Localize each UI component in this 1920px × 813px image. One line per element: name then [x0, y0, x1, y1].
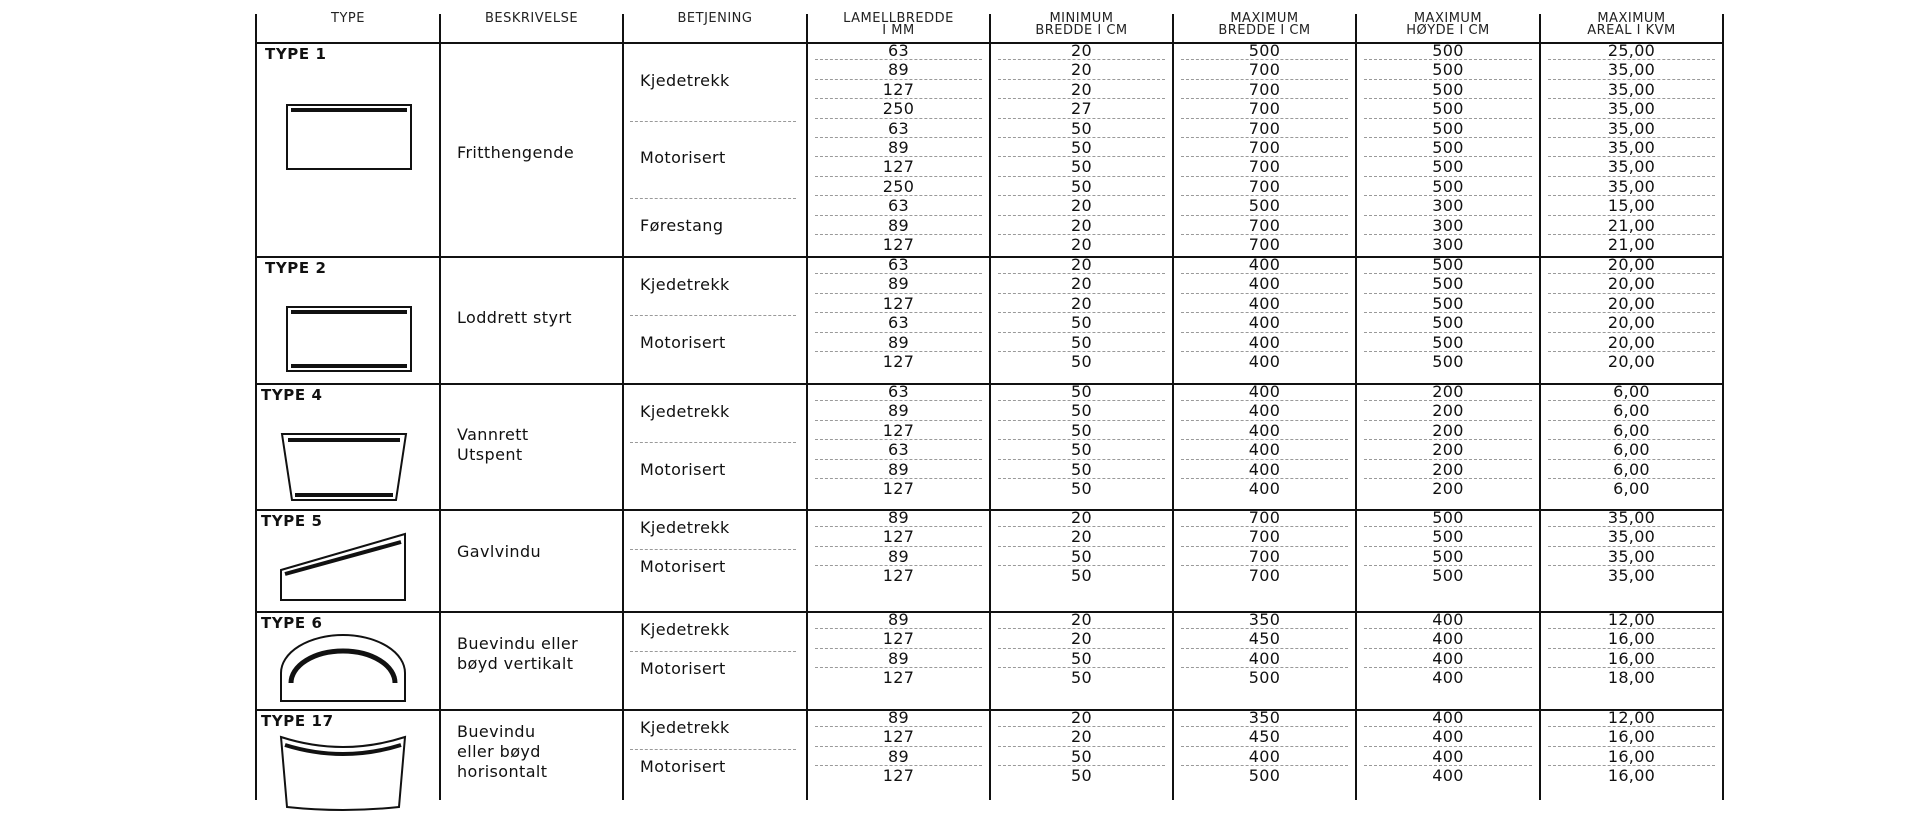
- table-cell: 127: [882, 527, 915, 547]
- table-cell: 20: [1071, 293, 1092, 313]
- table-cell: 500: [1432, 527, 1464, 547]
- table-cell: 12,00: [1607, 610, 1656, 629]
- table-cell: 20,00: [1607, 332, 1656, 352]
- table-cell: 127: [882, 293, 915, 313]
- operation-label: Motorisert: [640, 148, 726, 168]
- table-cell: 700: [1248, 99, 1281, 119]
- table-cell: 200: [1432, 420, 1464, 440]
- operation-label: Kjedetrekk: [640, 518, 730, 538]
- operation-label: Motorisert: [640, 460, 726, 480]
- table-cell: 20: [1071, 235, 1092, 254]
- table-cell: 200: [1432, 401, 1464, 421]
- table-cell: 200: [1432, 440, 1464, 460]
- table-cell: 250: [882, 99, 915, 119]
- table-cell: 16,00: [1607, 727, 1656, 747]
- column-header-line: MAXIMUM: [1597, 11, 1666, 26]
- table-cell: 500: [1432, 99, 1464, 119]
- table-cell: 63: [888, 255, 909, 274]
- table-cell: 400: [1248, 382, 1281, 401]
- table-cell: 35,00: [1607, 546, 1656, 566]
- table-cell: 500: [1248, 668, 1281, 688]
- table-cell: 400: [1248, 648, 1281, 668]
- table-cell: 16,00: [1607, 629, 1656, 649]
- table-cell: 20: [1071, 215, 1092, 235]
- type-name: TYPE 6: [261, 614, 323, 632]
- table-cell: 700: [1248, 235, 1281, 254]
- operation-separator: [630, 315, 796, 316]
- table-cell: 700: [1248, 508, 1281, 527]
- table-cell: 350: [1248, 610, 1281, 629]
- table-cell: 400: [1248, 274, 1281, 294]
- table-cell: 127: [882, 629, 915, 649]
- column-header-line: HØYDE I CM: [1406, 23, 1490, 38]
- table-cell: 500: [1432, 157, 1464, 177]
- table-cell: 300: [1432, 196, 1464, 216]
- description-line: Buevindu eller: [457, 633, 579, 653]
- table-cell: 500: [1432, 332, 1464, 352]
- table-cell: 20: [1071, 629, 1092, 649]
- table-cell: 250: [882, 176, 915, 196]
- table-cell: 35,00: [1607, 60, 1656, 80]
- description-line: Gavlvindu: [457, 541, 542, 561]
- table-cell: 400: [1248, 293, 1281, 313]
- table-cell: 50: [1071, 746, 1092, 766]
- table-cell: 127: [882, 668, 915, 688]
- table-cell: 16,00: [1607, 766, 1656, 786]
- table-cell: 400: [1432, 668, 1464, 688]
- rectangle-frame-icon: [285, 103, 413, 171]
- table-cell: 89: [888, 610, 909, 629]
- column-header-line: BETJENING: [677, 11, 753, 26]
- table-cell: 20: [1071, 727, 1092, 747]
- table-cell: 500: [1432, 274, 1464, 294]
- table-cell: 20,00: [1607, 255, 1656, 274]
- type-description: [457, 722, 547, 782]
- table-cell: 20,00: [1607, 313, 1656, 333]
- table-cell: 500: [1432, 293, 1464, 313]
- table-cell: 500: [1432, 352, 1464, 371]
- table-cell: 400: [1248, 746, 1281, 766]
- table-cell: 500: [1432, 176, 1464, 196]
- table-cell: 127: [882, 352, 915, 371]
- type-description: [457, 425, 529, 465]
- table-cell: 400: [1432, 629, 1464, 649]
- table-cell: 20,00: [1607, 352, 1656, 371]
- table-cell: 89: [888, 274, 909, 294]
- table-cell: 63: [888, 313, 909, 333]
- table-cell: 20: [1071, 708, 1092, 727]
- table-cell: 400: [1432, 766, 1464, 786]
- table-cell: 50: [1071, 766, 1092, 786]
- column-header-line: MAXIMUM: [1413, 11, 1483, 26]
- operation-label: Kjedetrekk: [640, 275, 730, 295]
- table-cell: 400: [1248, 479, 1281, 498]
- type-name: TYPE 5: [261, 512, 323, 530]
- table-cell: 89: [888, 138, 909, 157]
- operation-separator: [630, 651, 796, 652]
- operation-separator: [630, 121, 796, 122]
- gable-window-icon: [279, 532, 407, 602]
- table-cell: 700: [1248, 60, 1281, 80]
- table-cell: 500: [1432, 508, 1464, 527]
- table-cell: 50: [1071, 546, 1092, 566]
- table-cell: 20,00: [1607, 274, 1656, 294]
- arched-window-icon: [279, 633, 407, 703]
- column-header-line: BREDDE I CM: [1035, 23, 1128, 38]
- table-cell: 300: [1432, 215, 1464, 235]
- curved-horizontal-icon: [279, 733, 407, 813]
- table-cell: 700: [1248, 215, 1281, 235]
- type-description: [457, 542, 541, 562]
- table-cell: 50: [1071, 479, 1092, 498]
- table-cell: 400: [1248, 332, 1281, 352]
- table-cell: 500: [1432, 313, 1464, 333]
- operation-label: Motorisert: [640, 757, 726, 777]
- type-description: [457, 308, 572, 328]
- table-cell: 400: [1248, 459, 1281, 479]
- table-cell: 35,00: [1607, 79, 1656, 99]
- table-cell: 500: [1432, 118, 1464, 138]
- table-cell: 35,00: [1607, 157, 1656, 177]
- column-header-line: MAXIMUM: [1230, 11, 1299, 26]
- table-cell: 400: [1248, 255, 1281, 274]
- table-cell: 500: [1432, 60, 1464, 80]
- table-cell: 89: [888, 459, 909, 479]
- table-cell: 500: [1432, 41, 1464, 60]
- table-cell: 6,00: [1613, 459, 1650, 479]
- operation-separator: [630, 198, 796, 199]
- description-line: Loddrett styrt: [457, 308, 572, 328]
- operation-label: Kjedetrekk: [640, 718, 730, 738]
- table-cell: 20: [1071, 527, 1092, 547]
- column-header-line: BREDDE I CM: [1218, 23, 1311, 38]
- table-cell: 700: [1248, 176, 1281, 196]
- table-cell: 89: [888, 215, 909, 235]
- table-cell: 700: [1248, 118, 1281, 138]
- operation-label: Motorisert: [640, 659, 726, 679]
- column-header: [440, 13, 623, 25]
- trapezoid-frame-icon: [280, 432, 408, 502]
- table-cell: 27: [1071, 99, 1092, 119]
- table-cell: 500: [1432, 566, 1464, 586]
- table-cell: 50: [1071, 382, 1092, 401]
- table-cell: 200: [1432, 459, 1464, 479]
- table-cell: 50: [1071, 352, 1092, 371]
- column-divider: [255, 14, 257, 800]
- table-cell: 400: [1432, 708, 1464, 727]
- rectangle-guided-icon: [285, 305, 413, 373]
- table-cell: 21,00: [1607, 215, 1656, 235]
- table-cell: 500: [1432, 138, 1464, 157]
- table-cell: 700: [1248, 546, 1281, 566]
- column-header-line: AREAL I KVM: [1587, 23, 1676, 38]
- table-cell: 400: [1432, 727, 1464, 747]
- table-cell: 127: [882, 420, 915, 440]
- table-cell: 400: [1432, 648, 1464, 668]
- table-cell: 21,00: [1607, 235, 1656, 254]
- table-cell: 700: [1248, 157, 1281, 177]
- table-cell: 700: [1248, 138, 1281, 157]
- table-cell: 127: [882, 79, 915, 99]
- operation-label: Kjedetrekk: [640, 70, 730, 90]
- table-cell: 50: [1071, 313, 1092, 333]
- column-header: [1540, 13, 1723, 37]
- table-cell: 127: [882, 566, 915, 586]
- column-header-line: TYPE: [331, 11, 365, 26]
- table-cell: 50: [1071, 566, 1092, 586]
- table-cell: 35,00: [1607, 138, 1656, 157]
- table-cell: 400: [1432, 610, 1464, 629]
- column-header: [623, 13, 807, 25]
- column-header-line: LAMELLBREDDE: [843, 11, 954, 26]
- table-cell: 63: [888, 382, 909, 401]
- table-cell: 89: [888, 708, 909, 727]
- table-cell: 300: [1432, 235, 1464, 254]
- description-line: Buevindu: [457, 721, 536, 741]
- description-line: horisontalt: [457, 761, 548, 781]
- table-cell: 6,00: [1613, 401, 1650, 421]
- table-cell: 20,00: [1607, 293, 1656, 313]
- table-cell: 127: [882, 766, 915, 786]
- table-cell: 16,00: [1607, 746, 1656, 766]
- table-cell: 20: [1071, 79, 1092, 99]
- description-line: bøyd vertikalt: [457, 653, 574, 673]
- table-cell: 700: [1248, 566, 1281, 586]
- table-cell: 50: [1071, 648, 1092, 668]
- table-cell: 35,00: [1607, 527, 1656, 547]
- column-divider: [439, 14, 441, 800]
- table-cell: 400: [1248, 440, 1281, 460]
- table-cell: 35,00: [1607, 566, 1656, 586]
- table-cell: 63: [888, 196, 909, 216]
- table-cell: 20: [1071, 196, 1092, 216]
- table-cell: 500: [1432, 79, 1464, 99]
- column-header: [990, 13, 1173, 37]
- table-cell: 20: [1071, 41, 1092, 60]
- table-cell: 35,00: [1607, 176, 1656, 196]
- table-cell: 50: [1071, 401, 1092, 421]
- operation-label: Motorisert: [640, 333, 726, 353]
- operation-separator: [630, 549, 796, 550]
- table-cell: 700: [1248, 79, 1281, 99]
- description-line: Fritthengende: [457, 142, 575, 162]
- table-cell: 400: [1248, 420, 1281, 440]
- table-cell: 20: [1071, 255, 1092, 274]
- table-cell: 127: [882, 157, 915, 177]
- table-cell: 127: [882, 479, 915, 498]
- table-cell: 63: [888, 41, 909, 60]
- table-cell: 89: [888, 508, 909, 527]
- table-cell: 50: [1071, 440, 1092, 460]
- table-cell: 89: [888, 332, 909, 352]
- operation-label: Førestang: [640, 216, 724, 236]
- table-cell: 35,00: [1607, 99, 1656, 119]
- column-header-line: MINIMUM: [1049, 11, 1114, 26]
- table-cell: 400: [1248, 313, 1281, 333]
- operation-label: Kjedetrekk: [640, 402, 730, 422]
- column-divider: [622, 14, 624, 800]
- table-cell: 50: [1071, 420, 1092, 440]
- table-cell: 6,00: [1613, 440, 1650, 460]
- table-cell: 50: [1071, 118, 1092, 138]
- table-cell: 63: [888, 440, 909, 460]
- table-cell: 89: [888, 746, 909, 766]
- type-name: TYPE 17: [261, 712, 334, 730]
- type-name: TYPE 1: [265, 45, 327, 63]
- table-cell: 450: [1248, 629, 1281, 649]
- table-cell: 50: [1071, 668, 1092, 688]
- column-header: [807, 13, 990, 37]
- table-cell: 20: [1071, 60, 1092, 80]
- operation-separator: [630, 442, 796, 443]
- table-cell: 6,00: [1613, 479, 1650, 498]
- description-line: eller bøyd: [457, 741, 541, 761]
- table-cell: 35,00: [1607, 118, 1656, 138]
- table-cell: 16,00: [1607, 648, 1656, 668]
- table-cell: 12,00: [1607, 708, 1656, 727]
- table-cell: 50: [1071, 176, 1092, 196]
- operation-separator: [630, 749, 796, 750]
- table-cell: 50: [1071, 157, 1092, 177]
- table-cell: 500: [1248, 196, 1281, 216]
- table-cell: 400: [1432, 746, 1464, 766]
- table-cell: 89: [888, 60, 909, 80]
- column-header-line: BESKRIVELSE: [484, 11, 579, 26]
- table-cell: 450: [1248, 727, 1281, 747]
- table-cell: 35,00: [1607, 508, 1656, 527]
- table-cell: 6,00: [1613, 420, 1650, 440]
- table-cell: 500: [1248, 41, 1281, 60]
- operation-label: Kjedetrekk: [640, 620, 730, 640]
- table-cell: 89: [888, 546, 909, 566]
- table-cell: 400: [1248, 352, 1281, 371]
- column-header-line: I MM: [882, 23, 915, 38]
- table-cell: 500: [1432, 255, 1464, 274]
- operation-label: Motorisert: [640, 557, 726, 577]
- table-cell: 18,00: [1607, 668, 1656, 688]
- table-cell: 500: [1248, 766, 1281, 786]
- table-cell: 50: [1071, 459, 1092, 479]
- table-cell: 50: [1071, 138, 1092, 157]
- table-cell: 127: [882, 727, 915, 747]
- table-cell: 89: [888, 401, 909, 421]
- type-name: TYPE 4: [261, 386, 323, 404]
- table-cell: 20: [1071, 610, 1092, 629]
- type-name: TYPE 2: [265, 259, 327, 277]
- table-cell: 350: [1248, 708, 1281, 727]
- table-cell: 25,00: [1607, 41, 1656, 60]
- table-cell: 700: [1248, 527, 1281, 547]
- type-description: [457, 634, 578, 674]
- column-header: [1356, 13, 1540, 37]
- table-cell: 200: [1432, 479, 1464, 498]
- table-cell: 15,00: [1607, 196, 1656, 216]
- type-description: [457, 143, 574, 163]
- table-cell: 6,00: [1613, 382, 1650, 401]
- table-cell: 20: [1071, 508, 1092, 527]
- table-cell: 200: [1432, 382, 1464, 401]
- table-cell: 500: [1432, 546, 1464, 566]
- column-header: [256, 13, 440, 25]
- description-line: Utspent: [457, 445, 523, 465]
- column-header: [1173, 13, 1356, 37]
- table-cell: 63: [888, 118, 909, 138]
- table-cell: 400: [1248, 401, 1281, 421]
- table-cell: 89: [888, 648, 909, 668]
- table-cell: 127: [882, 235, 915, 254]
- table-cell: 50: [1071, 332, 1092, 352]
- description-line: Vannrett: [457, 425, 529, 445]
- table-cell: 20: [1071, 274, 1092, 294]
